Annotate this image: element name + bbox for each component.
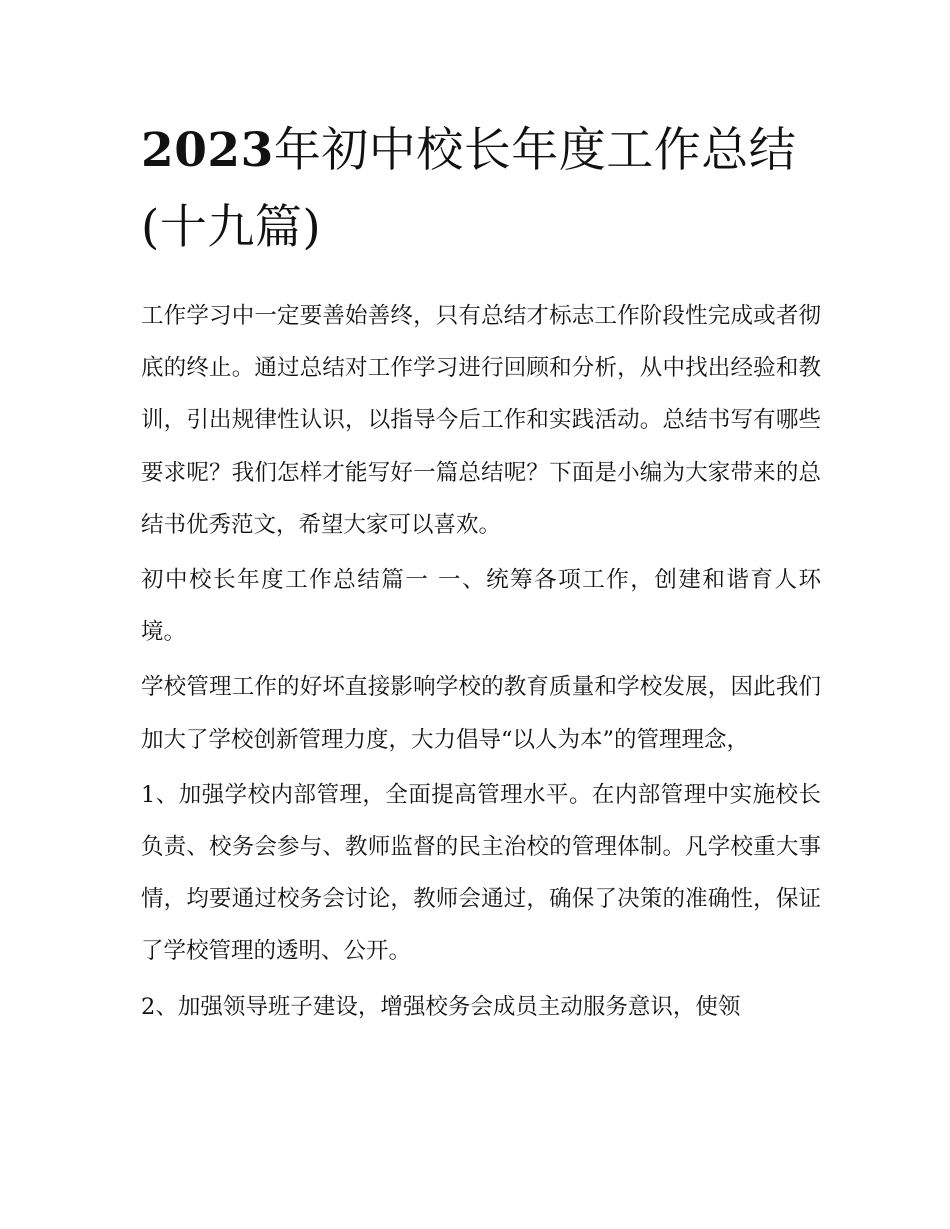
document-page [141, 112, 821, 1036]
paragraph-section-one: 初中校长年度工作总结篇一 一、统筹各项工作，创建和谐育人环境。 [141, 567, 821, 646]
paragraph-item-2: 2、加强领导班子建设，增强校务会成员主动服务意识，使领 [141, 993, 741, 1020]
title-text: 年初中校长年度工作总结(十九篇) [141, 123, 797, 255]
paragraph-management: 学校管理工作的好坏直接影响学校的教育质量和学校发展，因此我们加大了学校创新管理力度，大力倡导“以人为本”的管理理念， [141, 674, 821, 753]
paragraph-item-1: 1、加强学校内部管理，全面提高管理水平。在内部管理中实施校长负责、校务会参与、教师监督的民主治校的管理体制。凡学校重大事情，均要通过校务会讨论，教师会通过，确保了决策的准确性，保证了学校管理的透明、公开。 [141, 781, 821, 965]
document-body [141, 290, 821, 1033]
paragraph-intro: 工作学习中一定要善始善终，只有总结才标志工作阶段性完成或者彻底的终止。通过总结对工作学习进行回顾和分析，从中找出经验和教训，引出规律性认识，以指导今后工作和实践活动。总结书写有哪些要求呢？我们怎样才能写好一篇总结呢？下面是小编为大家带来的总结书优秀范文，希望大家可以喜欢。 [141, 303, 821, 538]
document-title [141, 112, 821, 266]
title-year: 2023 [141, 123, 274, 178]
